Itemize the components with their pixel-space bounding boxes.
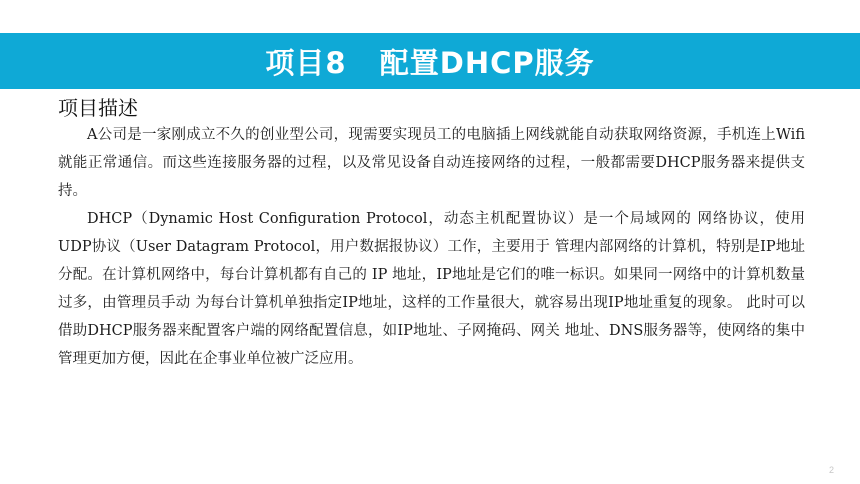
slide-title: 项目8 配置DHCP服务	[265, 45, 595, 80]
page-number: 2	[828, 465, 834, 475]
paragraph-company-intro: A公司是一家刚成立不久的创业型公司，现需要实现员工的电脑插上网线就能自动获取网络资源，手机连上Wifi就能正常通信。而这些连接服务器的过程，以及常见设备自动连接网络的过程，一般都需要DHCP服务器来提供支持。	[58, 127, 805, 199]
title-bar	[0, 33, 860, 89]
paragraph-dhcp-definition: DHCP（Dynamic Host Configuration Protocol，动态主机配置协议）是一个局域网的 网络协议，使用UDP协议（User Datagram Protocol，用户数据报协议）工作，主要用于 管理内部网络的计算机，特别是IP地址分配。在计算机网络中，每台计算机都有自己的 IP 地址，IP地址是它们的唯一标识。如果同一网络中的计算机数量过多，由管理员手动 为每台计算机单独指定IP地址，这样的工作量很大，就容易出现IP地址重复的现象。 此时可以借助DHCP服务器来配置客户端的网络配置信息，如IP地址、子网掩码、网关 地址、DNS服务器等，使网络的集中管理更加方便，因此在企事业单位被广泛应用。	[58, 211, 805, 367]
body-text	[58, 121, 805, 373]
section-heading: 项目描述	[58, 96, 138, 120]
